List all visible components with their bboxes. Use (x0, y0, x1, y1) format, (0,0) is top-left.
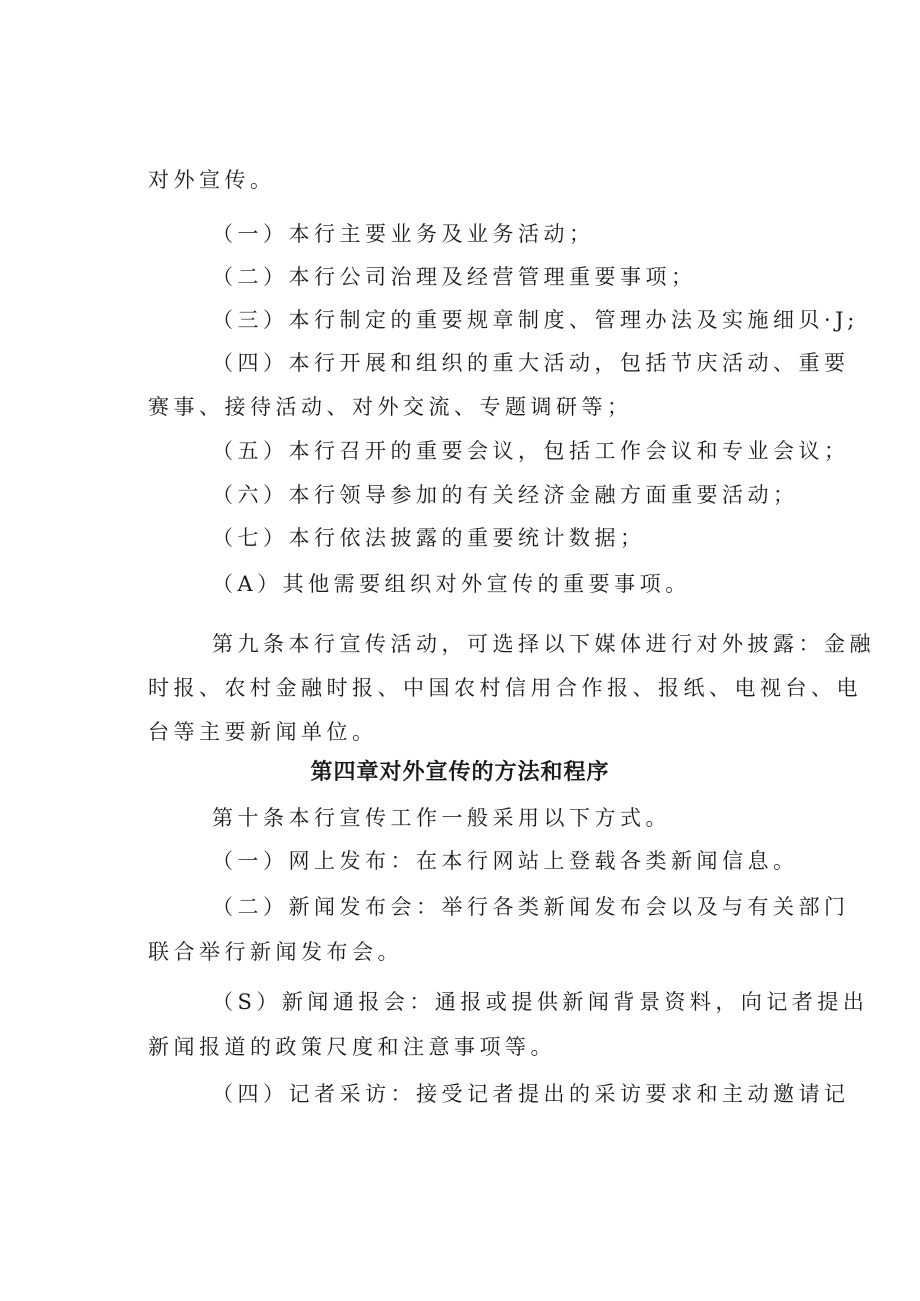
article-9-line: 第九条本行宣传活动，可选择以下媒体进行对外披露：金融 (212, 632, 875, 656)
list-item: （六）本行领导参加的有关经济金融方面重要活动； (212, 483, 799, 507)
list-item: （一）网上发布：在本行网站上登载各类新闻信息。 (212, 849, 799, 873)
article-10-line: 第十条本行宣传工作一般采用以下方式。 (212, 806, 671, 830)
chapter-heading: 第四章对外宣传的方法和程序 (310, 760, 610, 785)
list-item: （五）本行召开的重要会议，包括工作会议和专业会议； (212, 439, 850, 463)
list-item: （一）本行主要业务及业务活动； (212, 222, 595, 246)
list-item-continuation: 赛事、接待活动、对外交流、专题调研等； (148, 395, 633, 419)
article-9-line: 台等主要新闻单位。 (148, 720, 378, 744)
list-item: （A）其他需要组织对外宣传的重要事项。 (212, 572, 691, 596)
list-item: （二）新闻发布会：举行各类新闻发布会以及与有关部门 (212, 895, 850, 919)
list-item: （三）本行制定的重要规章制度、管理办法及实施细贝·J; (212, 308, 859, 332)
list-item: （七）本行依法披露的重要统计数据； (212, 526, 646, 550)
article-9-line: 时报、农村金融时报、中国农村信用合作报、报纸、电视台、电 (148, 676, 862, 700)
list-item-continuation: 联合举行新闻发布会。 (148, 940, 403, 964)
paragraph-continuation: 对外宣传。 (148, 168, 276, 192)
list-item: （四）记者采访：接受记者提出的采访要求和主动邀请记 (212, 1082, 850, 1106)
list-item: （S）新闻通报会：通报或提供新闻背景资料，向记者提出 (212, 990, 869, 1014)
list-item: （二）本行公司治理及经营管理重要事项； (212, 265, 697, 289)
list-item: （四）本行开展和组织的重大活动，包括节庆活动、重要 (212, 351, 850, 375)
list-item-continuation: 新闻报道的政策尺度和注意事项等。 (148, 1035, 556, 1059)
